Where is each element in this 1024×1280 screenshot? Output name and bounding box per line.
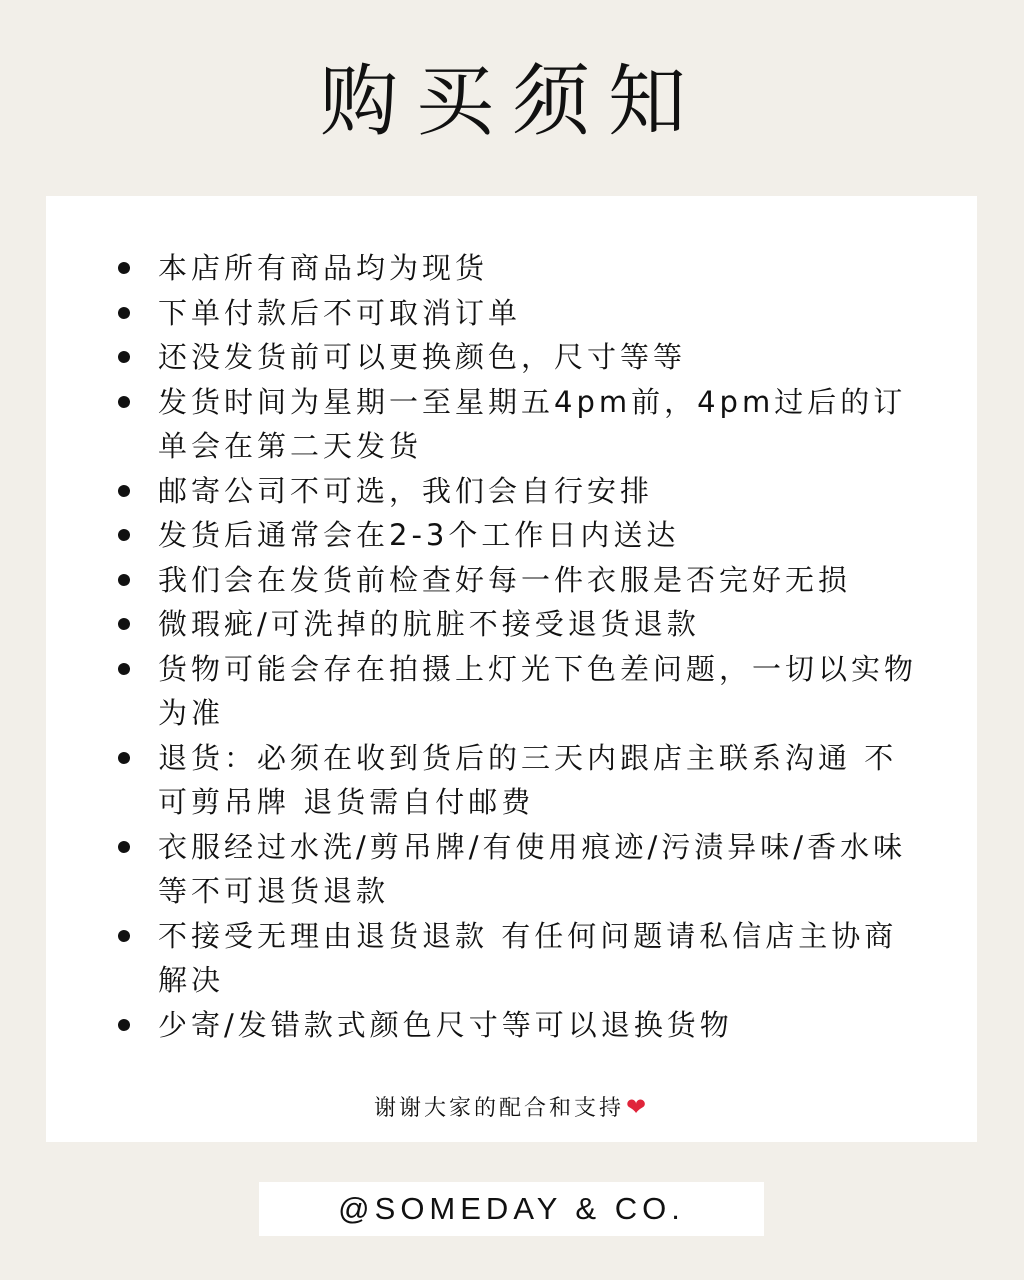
rule-text: 衣服经过水洗/剪吊牌/有使用痕迹/污渍异味/香水味等不可退货退款 (158, 829, 907, 908)
bullet-icon (118, 262, 130, 274)
rule-text: 发货后通常会在2-3个工作日内送达 (158, 518, 680, 552)
brand-name: @SOMEDAY & CO. (338, 1191, 685, 1226)
bullet-icon (118, 574, 130, 586)
bullet-icon (118, 930, 130, 942)
notice-card (46, 196, 977, 1142)
list-item (158, 736, 918, 825)
rule-text: 下单付款后不可取消订单 (158, 295, 522, 330)
list-item (158, 469, 918, 514)
rule-text: 发货时间为星期一至星期五4pm前，4pm过后的订单会在第二天发货 (158, 384, 907, 463)
list-item (158, 380, 918, 469)
bullet-icon (118, 396, 130, 408)
list-item (158, 825, 918, 914)
rule-text: 邮寄公司不可选，我们会自行安排 (158, 473, 654, 508)
thanks-message (46, 1092, 977, 1124)
thanks-text: 谢谢大家的配合和支持 (373, 1096, 624, 1121)
list-item (158, 246, 918, 291)
list-item (158, 647, 918, 736)
bullet-icon (118, 1019, 130, 1031)
list-item (158, 602, 918, 647)
list-item (158, 558, 918, 603)
list-item (158, 291, 918, 336)
rule-text: 退货：必须在收到货后的三天内跟店主联系沟通 不可剪吊牌 退货需自付邮费 (158, 740, 898, 819)
brand-banner (259, 1182, 764, 1236)
list-item (158, 513, 918, 558)
bullet-icon (118, 307, 130, 319)
list-item (158, 1003, 918, 1048)
bullet-icon (118, 663, 130, 675)
rule-text: 我们会在发货前检查好每一件衣服是否完好无损 (158, 562, 852, 597)
bullet-icon (118, 529, 130, 541)
rule-text: 还没发货前可以更换颜色，尺寸等等 (158, 340, 687, 374)
rule-text: 不接受无理由退货退款 有任何问题请私信店主协商解决 (158, 918, 898, 997)
rule-text: 少寄/发错款式颜色尺寸等可以退换货物 (158, 1007, 733, 1042)
bullet-icon (118, 485, 130, 497)
list-item (158, 335, 918, 380)
rule-text: 本店所有商品均为现货 (158, 251, 489, 285)
bullet-icon (118, 618, 130, 630)
page-title: 购买须知 (319, 57, 704, 147)
rule-text: 货物可能会存在拍摄上灯光下色差问题，一切以实物为准 (158, 651, 918, 730)
bullet-icon (118, 841, 130, 853)
rule-text: 微瑕疵/可洗掉的肮脏不接受退货退款 (158, 607, 700, 641)
bullet-icon (118, 351, 130, 363)
list-item (158, 914, 918, 1003)
heart-icon: ❤ (625, 1093, 650, 1121)
bullet-icon (118, 752, 130, 764)
rules-list (158, 246, 918, 1047)
